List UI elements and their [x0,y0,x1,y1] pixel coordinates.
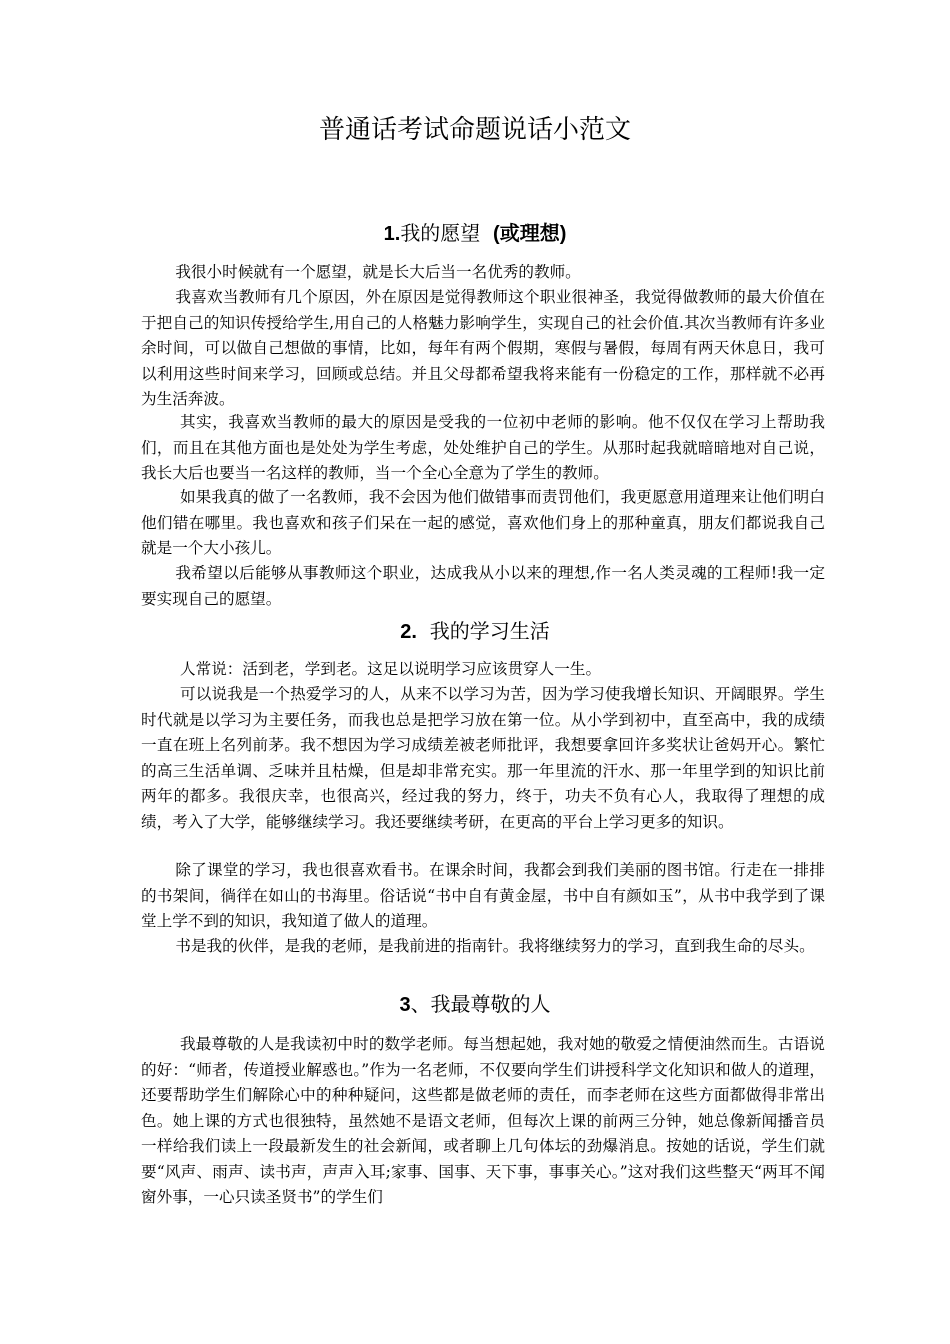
section-1-paragraph: 我希望以后能够从事教师这个职业，达成我从小以来的理想,作一名人类灵魂的工程师!我一定要实现自己的愿望。 [141,564,825,608]
document-title: 普通话考试命题说话小范文 [318,115,631,145]
section-2-number: 2. [400,621,417,643]
section-1-paragraph: 我喜欢当教师有几个原因，外在原因是觉得教师这个职业很神圣，我觉得做教师的最大价值在于把自己的知识传授给学生,用自己的人格魅力影响学生，实现自己的社会价值.其次当教师有许多业余时间，可以做自己想做的事情，比如，每年有两个假期，寒假与暑假，每周有两天休息日，我可以利用这些时间来学习，回顾或总结。并且父母都希望我将来能有一份稳定的工作，那样就不必再为生活奔波。 [141,288,825,408]
section-1-number: 1. [383,223,401,245]
section-3-title: 、我最尊敬的人 [410,992,551,1016]
section-2-heading [0,617,950,646]
section-3-paragraph: 我最尊敬的人是我读初中时的数学老师。每当想起她，我对她的敬爱之情便油然而生。古语说的好：“师者，传道授业解惑也。”作为一名老师，不仅要向学生们讲授科学文化知识和做人的道理，还要帮助学生们解除心中的种种疑问，这些都是做老师的责任，而李老师在这些方面都做得非常出色。她上课的方式也很独特，虽然她不是语文老师，但每次上课的前两三分钟，她总像新闻播音员一样给我们读上一段最新发生的社会新闻，或者聊上几句体坛的劲爆消息。按她的话说，学生们就要“风声、雨声、读书声，声声入耳;家事、国事、天下事，事事关心。”这对我们这些整天“两耳不闻窗外事，一心只读圣贤书”的学生们 [141,1035,825,1206]
section-2-title: 我的学习生活 [429,619,550,643]
section-1-paragraph: 如果我真的做了一名教师，我不会因为他们做错事而责罚他们，我更愿意用道理来让他们明白他们错在哪里。我也喜欢和孩子们呆在一起的感觉，喜欢他们身上的那种童真，朋友们都说我自己就是一个大小孩儿。 [141,488,825,557]
section-1-paragraph: 其实，我喜欢当教师的最大的原因是受我的一位初中老师的影响。他不仅仅在学习上帮助我们，而且在其他方面也是处处为学生考虑，处处维护自己的学生。从那时起我就暗暗地对自己说，我长大后也要当一名这样的教师，当一个全心全意为了学生的教师。 [141,413,825,482]
section-2-paragraph: 可以说我是一个热爱学习的人，从来不以学习为苦，因为学习使我增长知识、开阔眼界。学生时代就是以学习为主要任务，而我也总是把学习放在第一位。从小学到初中，直至高中，我的成绩一直在班上名列前茅。我不想因为学习成绩差被老师批评，我想要拿回许多奖状让爸妈开心。繁忙的高三生活单调、乏味并且枯燥，但是却非常充实。那一年里流的汗水、那一年里学到的知识比前两年的都多。我很庆幸，也很高兴，经过我的努力，终于，功夫不负有心人，我取得了理想的成绩，考入了大学，能够继续学习。我还要继续考研，在更高的平台上学习更多的知识。 [141,685,825,831]
section-3-number: 3 [399,994,411,1016]
section-1-title-suffix: (或理想) [493,223,567,245]
section-1-heading [0,219,950,248]
section-2-paragraph: 书是我的伙伴，是我的老师，是我前进的指南针。我将继续努力的学习，直到我生命的尽头。 [175,937,815,955]
section-2-paragraph: 人常说：活到老，学到老。这足以说明学习应该贯穿人一生。 [180,660,602,678]
section-3-heading [0,990,950,1019]
section-1-title: 我的愿望 [400,221,481,245]
section-2-paragraph: 除了课堂的学习，我也很喜欢看书。在课余时间，我都会到我们美丽的图书馆。行走在一排排的书架间，徜徉在如山的书海里。俗话说“书中自有黄金屋，书中自有颜如玉”，从书中我学到了课堂上学不到的知识，我知道了做人的道理。 [141,861,825,930]
section-1-paragraph: 我很小时候就有一个愿望，就是长大后当一名优秀的教师。 [175,263,581,281]
